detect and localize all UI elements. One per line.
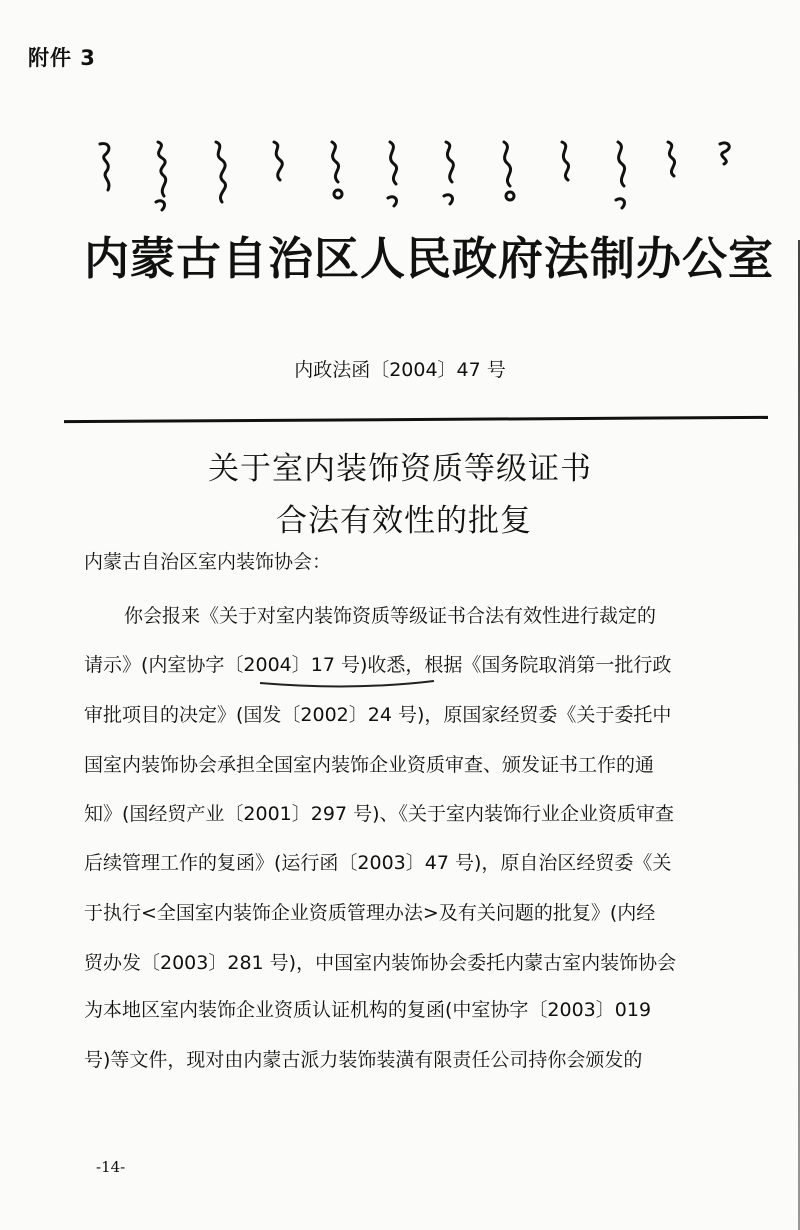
body-line: 你会报来《关于对室内装饰资质等级证书合法有效性进行裁定的 — [124, 605, 657, 627]
salutation: 内蒙古自治区室内装饰协会： — [84, 551, 332, 573]
agency-name: 内蒙古自治区人民政府法制办公室 — [84, 232, 775, 285]
body-line: 于执行<全国室内装饰企业资质管理办法>及有关问题的批复》(内经 — [84, 902, 656, 924]
body-line: 请示》(内室协字〔2004〕17 号)收悉，根据《国务院取消第一批行政 — [84, 654, 672, 676]
body-line: 贸办发〔2003〕281 号)，中国室内装饰协会委托内蒙古室内装饰协会 — [84, 952, 677, 974]
underline-stroke — [258, 677, 438, 691]
attachment-label: 附件 3 — [28, 46, 96, 70]
body-line: 知》(国经贸产业〔2001〕297 号)、《关于室内装饰行业企业资质审查 — [84, 803, 674, 825]
document-title-line2: 合法有效性的批复 — [276, 503, 532, 539]
document-title-line1: 关于室内装饰资质等级证书 — [208, 451, 592, 487]
body-line: 审批项目的决定》(国发〔2002〕24 号)，原国家经贸委《关于委托中 — [84, 704, 672, 726]
body-line: 号)等文件，现对由内蒙古派力装饰装潢有限责任公司持你会颁发的 — [84, 1049, 643, 1071]
body-line: 为本地区室内装饰企业资质认证机构的复函(中室协字〔2003〕019 — [84, 999, 652, 1021]
header-divider — [64, 416, 768, 423]
handwritten-underline — [258, 676, 438, 690]
document-number: 内政法函〔2004〕47 号 — [294, 359, 506, 381]
body-line: 后续管理工作的复函》(运行函〔2003〕47 号)，原自治区经贸委《关 — [84, 852, 672, 874]
mongolian-script-graphic — [88, 138, 738, 220]
mongolian-script-header — [88, 138, 738, 220]
body-line: 国室内装饰协会承担全国室内装饰企业资质审查、颁发证书工作的通 — [84, 754, 655, 776]
page-number: -14- — [96, 1158, 126, 1176]
